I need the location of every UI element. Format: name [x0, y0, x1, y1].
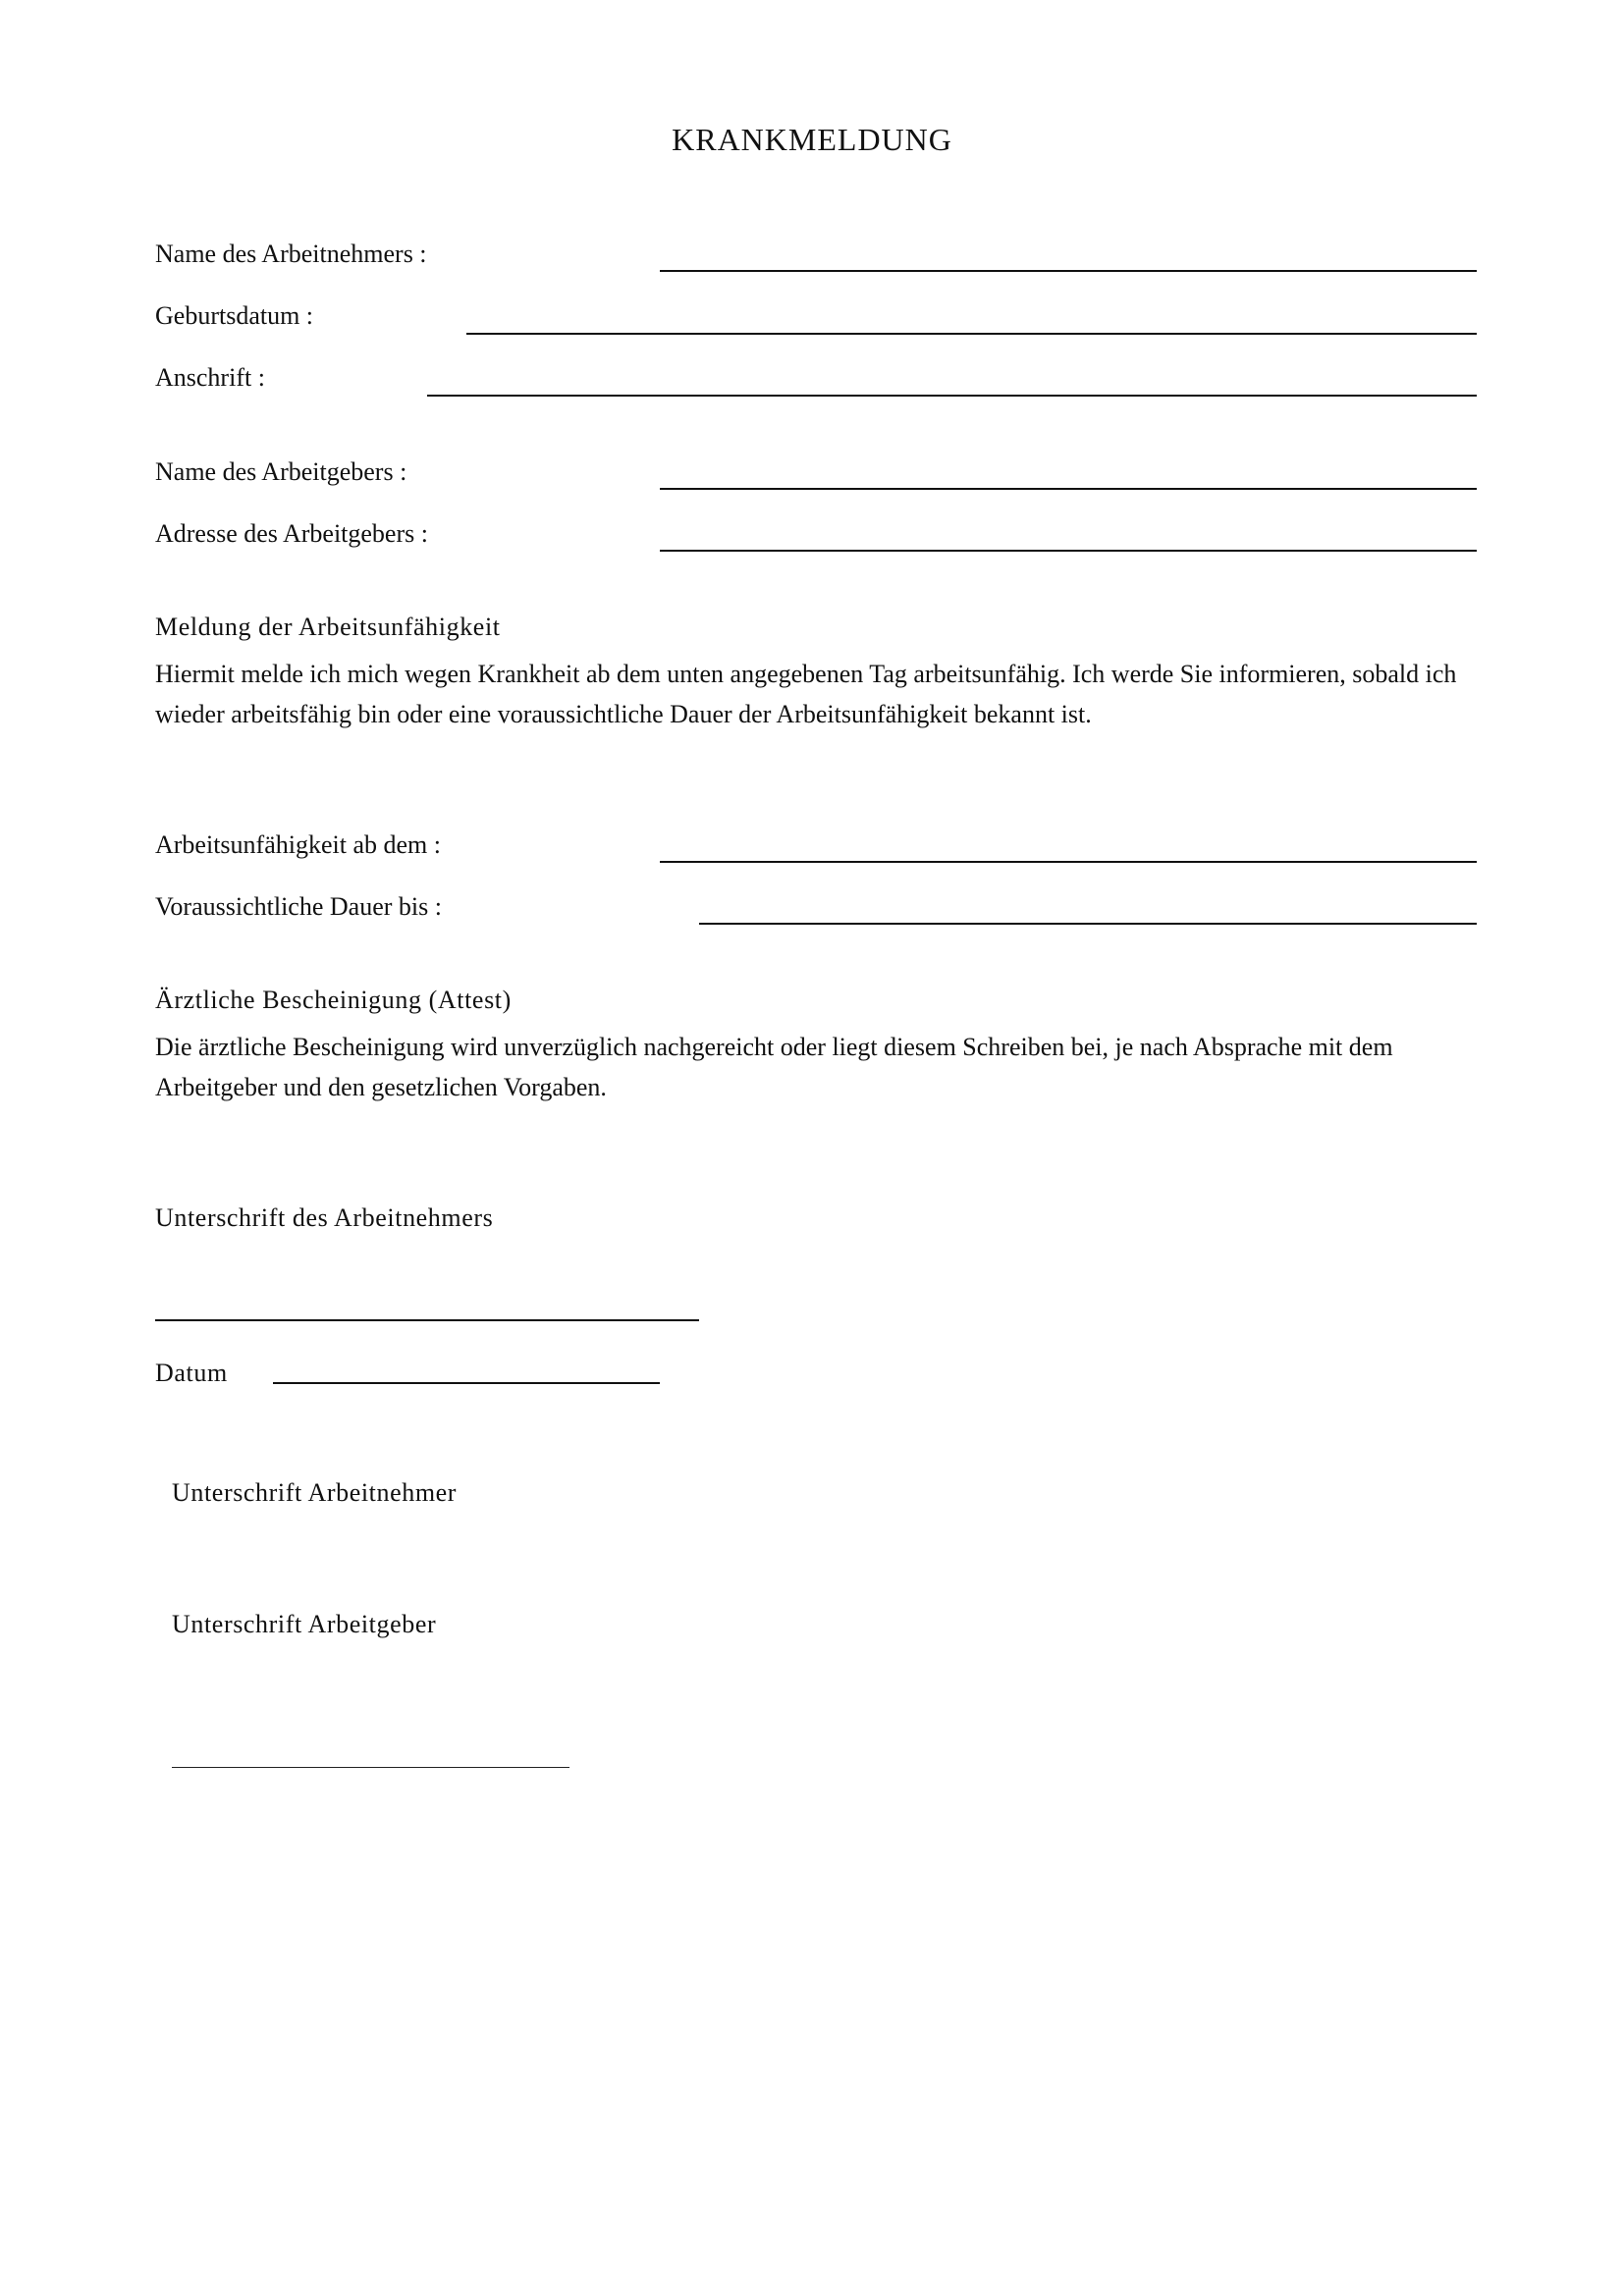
birthdate-label: Geburtsdatum :: [155, 301, 314, 330]
employee-name-label: Name des Arbeitnehmers :: [155, 240, 427, 268]
employee-signature-line[interactable]: [155, 1319, 699, 1321]
date-label: Datum: [155, 1359, 228, 1387]
expected-until-field-line[interactable]: [699, 923, 1477, 925]
notice-paragraph: Hiermit melde ich mich wegen Krankheit ab dem unten angegebenen Tag arbeitsunfähig. Ich werde Sie informieren, sobald ich wieder arbeitsfähig bin oder eine voraussichtliche Dauer der Arbeitsunfähigkeit bekannt ist.: [155, 660, 1457, 728]
incapacity-from-label: Arbeitsunfähigkeit ab dem :: [155, 830, 441, 859]
employer-signature-line[interactable]: [172, 1767, 569, 1768]
employer-signature-label: Unterschrift Arbeitgeber: [172, 1610, 437, 1638]
notice-heading: Meldung der Arbeitsunfähigkeit: [155, 613, 501, 641]
expected-until-label: Voraussichtliche Dauer bis :: [155, 892, 442, 921]
birthdate-field-line[interactable]: [466, 333, 1477, 335]
address-field-line[interactable]: [427, 395, 1477, 397]
certificate-heading: Ärztliche Bescheinigung (Attest): [155, 986, 512, 1014]
document-title: KRANKMELDUNG: [672, 122, 952, 157]
employee-signature-heading: Unterschrift des Arbeitnehmers: [155, 1203, 494, 1232]
employer-name-label: Name des Arbeitgebers :: [155, 457, 407, 486]
address-label: Anschrift :: [155, 363, 265, 392]
employer-address-label: Adresse des Arbeitgebers :: [155, 519, 428, 548]
employer-address-field-line[interactable]: [660, 550, 1477, 552]
date-field-line[interactable]: [273, 1382, 660, 1384]
employer-name-field-line[interactable]: [660, 488, 1477, 490]
employee-signature-label: Unterschrift Arbeitnehmer: [172, 1478, 458, 1507]
employee-name-field-line[interactable]: [660, 270, 1477, 272]
incapacity-from-field-line[interactable]: [660, 861, 1477, 863]
certificate-paragraph: Die ärztliche Bescheinigung wird unverzüglich nachgereicht oder liegt diesem Schreiben bei, je nach Absprache mit dem Arbeitgeber und den gesetzlichen Vorgaben.: [155, 1033, 1393, 1101]
